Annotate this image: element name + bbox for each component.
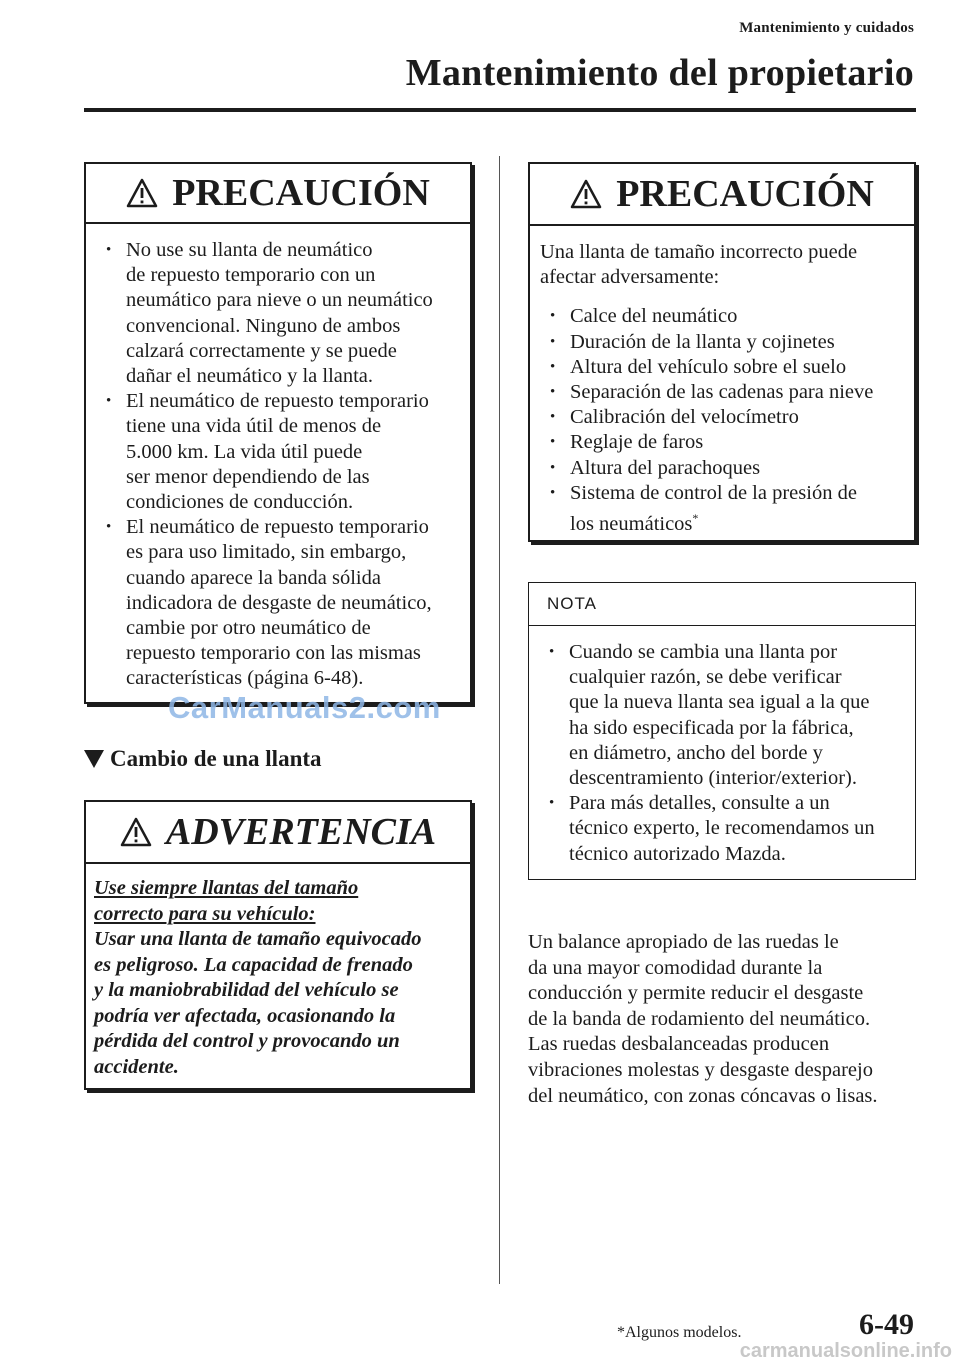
triangle-down-icon — [84, 750, 104, 768]
list-item — [530, 481, 908, 537]
text-line: Usar una llanta de tamaño equivocado — [94, 928, 422, 950]
note-box — [528, 582, 916, 880]
list-item — [86, 389, 462, 515]
text-line: • El neumático de repuesto temporario — [126, 516, 429, 539]
text-line: pérdida del control y provocando un — [94, 1030, 400, 1052]
text-line: características (página 6-48). — [126, 667, 364, 690]
list-item — [529, 791, 911, 867]
text-line: afectar adversamente: — [540, 266, 720, 289]
header-title: Mantenimiento del propietario — [405, 52, 914, 94]
text-line: da una mayor comodidad durante la — [528, 956, 823, 979]
text-line: del neumático, con zonas cóncavas o lisas. — [528, 1084, 878, 1107]
warning-triangle-icon — [126, 178, 158, 208]
text-line: cambie por otro neumático de — [126, 617, 371, 640]
section-heading-text: Cambio de una llanta — [110, 746, 322, 771]
text-line: Un balance apropiado de las ruedas le — [528, 931, 839, 953]
text-line: Una llanta de tamaño incorrecto puede — [540, 241, 858, 263]
text-line: convencional. Ninguno de ambos — [126, 314, 401, 337]
site-watermark: carmanualsonline.info — [739, 1340, 952, 1362]
header-rule — [84, 108, 916, 112]
warning-box — [84, 800, 472, 1090]
text-line: calzará correctamente y se puede — [126, 339, 397, 362]
text-line: técnico autorizado Mazda. — [569, 842, 786, 865]
list-item: • Calibración del velocímetro — [530, 405, 908, 430]
column-divider — [499, 156, 500, 1284]
wheel-balance-paragraph — [528, 930, 928, 1109]
text-line: cualquier razón, se debe verificar — [569, 666, 842, 689]
right-precaution-box — [528, 162, 916, 542]
text-line: es peligroso. La capacidad de frenado — [94, 953, 413, 976]
list-item — [86, 238, 462, 389]
list-item: • Separación de las cadenas para nieve — [530, 380, 908, 405]
text-line: técnico experto, le recomendamos un — [569, 817, 875, 840]
list-item: • Altura del vehículo sobre el suelo — [530, 355, 908, 380]
note-title: NOTA — [529, 583, 915, 626]
text-line: tiene una vida útil de menos de — [126, 415, 382, 438]
left-precaution-title — [86, 164, 470, 224]
text-line: de repuesto temporario con un — [126, 264, 376, 287]
footnote-mark: * — [692, 511, 699, 526]
text-line: de la banda de rodamiento del neumático. — [528, 1007, 871, 1030]
text-span: los neumáticos — [570, 512, 693, 535]
footer-note: *Algunos modelos. — [617, 1324, 742, 1341]
text-line: y la maniobrabilidad del vehículo se — [94, 979, 399, 1001]
text-line: 5.000 km. La vida útil puede — [126, 440, 363, 463]
text-line: en diámetro, ancho del borde y — [569, 741, 823, 764]
text-line: neumático para nieve o un neumático — [126, 289, 433, 312]
right-precaution-title — [530, 164, 914, 226]
text-line: cuando aparece la banda sólida — [126, 566, 381, 589]
text-line: accidente. — [94, 1055, 179, 1078]
list-item: • Duración de la llanta y cojinetes — [530, 330, 908, 355]
text-line: ha sido especificada por la fábrica, — [569, 716, 854, 739]
text-line: • Sistema de control de la presión de — [570, 481, 857, 504]
text-line: • No use su llanta de neumático — [126, 239, 373, 261]
left-precaution-box — [84, 162, 472, 704]
text-line: ser menor dependiendo de las — [126, 465, 370, 488]
text-line: condiciones de conducción. — [126, 491, 354, 514]
text-line: podría ver afectada, ocasionando la — [94, 1004, 396, 1027]
header-subtitle: Mantenimiento y cuidados — [739, 20, 914, 36]
list-item: • Reglaje de faros — [530, 430, 908, 455]
warning-triangle-icon — [570, 179, 602, 209]
text-line: dañar el neumático y la llanta. — [126, 365, 374, 388]
right-precaution-list — [530, 304, 908, 537]
section-heading — [84, 746, 322, 772]
text-line — [570, 506, 908, 537]
warning-triangle-icon — [120, 817, 152, 847]
text-line: es para uso limitado, sin embargo, — [126, 541, 407, 564]
list-item — [86, 515, 462, 691]
left-precaution-list — [86, 238, 462, 692]
text-line: Use siempre llantas del tamaño — [94, 877, 359, 899]
text-line: correcto para su vehículo: — [94, 902, 316, 925]
text-line: repuesto temporario con las mismas — [126, 642, 421, 665]
right-precaution-title-text: PRECAUCIÓN — [616, 173, 874, 215]
text-line: • El neumático de repuesto temporario — [126, 390, 429, 413]
text-line: descentramiento (interior/exterior). — [569, 767, 858, 790]
text-line: vibraciones molestas y desgaste desparejo — [528, 1058, 873, 1081]
warning-body — [86, 864, 470, 1080]
warning-title — [86, 802, 470, 864]
list-item — [529, 640, 911, 791]
watermark: CarManuals2.com — [168, 690, 441, 725]
text-line: • Cuando se cambia una llanta por — [569, 641, 838, 663]
page-number: 6-49 — [859, 1308, 914, 1341]
warning-title-text: ADVERTENCIA — [165, 811, 437, 853]
list-item: • Calce del neumático — [530, 304, 908, 329]
text-line: Las ruedas desbalanceadas producen — [528, 1033, 830, 1056]
left-precaution-title-text: PRECAUCIÓN — [172, 172, 430, 214]
note-list — [529, 640, 911, 867]
list-item: • Altura del parachoques — [530, 456, 908, 481]
text-line: indicadora de desgaste de neumático, — [126, 591, 432, 614]
text-line: • Para más detalles, consulte a un — [569, 792, 830, 815]
text-line: que la nueva llanta sea igual a la que — [569, 691, 870, 714]
text-line: conducción y permite reducir el desgaste — [528, 982, 864, 1005]
